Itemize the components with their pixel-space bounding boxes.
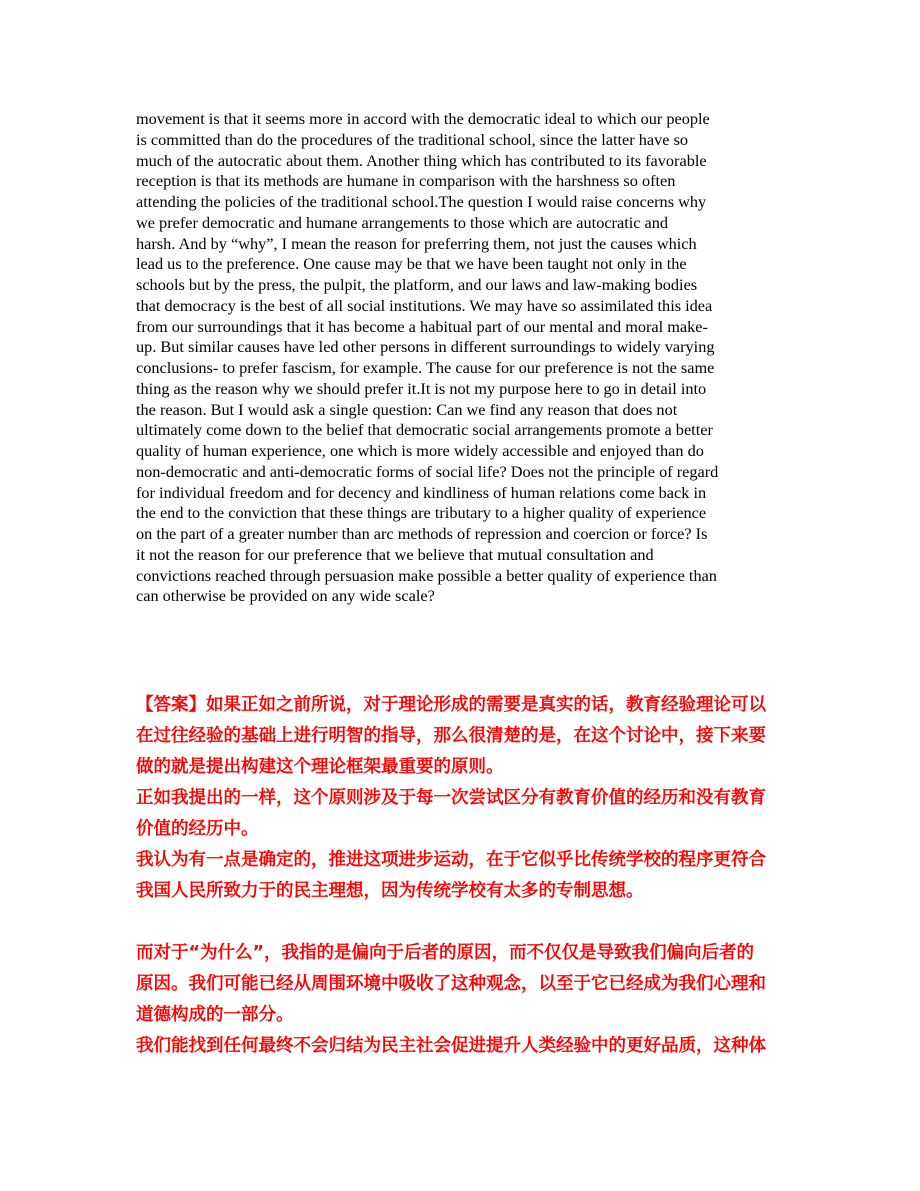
answer-line-2: 在过往经验的基础上进行明智的指导，那么很清楚的是，在这个讨论中，接下来要 [136, 726, 766, 746]
english-line-8: lead us to the preference. One cause may be that we have been taught not only in the [136, 254, 687, 274]
answer-line-4: 正如我提出的一样，这个原则涉及于每一次尝试区分有教育价值的经历和没有教育 [136, 788, 766, 808]
english-line-7: harsh. And by “why”, I mean the reason for preferring them, not just the causes which [136, 233, 697, 253]
english-line-15: the reason. But I would ask a single question: Can we find any reason that does not [136, 399, 678, 419]
answer-line-5: 价值的经历中。 [136, 819, 259, 839]
english-line-17: quality of human experience, one which is more widely accessible and enjoyed than do [136, 441, 704, 460]
english-line-1: movement is that it seems more in accord with the democratic ideal to which our people [136, 109, 710, 128]
english-line-24: can otherwise be provided on any wide scale? [136, 586, 435, 606]
english-line-10: that democracy is the best of all social institutions. We may have so assimilated this idea [136, 295, 713, 315]
answer-line-11: 道德构成的一部分。 [136, 1005, 294, 1025]
english-line-21: on the part of a greater number than arc methods of repression and coercion or force? Is [136, 524, 708, 543]
english-line-14: thing as the reason why we should prefer it.It is not my purpose here to go in detail into [136, 378, 707, 398]
english-passage [136, 109, 796, 607]
answer-line-1: 【答案】如果正如之前所说，对于理论形成的需要是真实的话，教育经验理论可以 [136, 695, 766, 715]
english-line-13: conclusions- to prefer fascism, for example. The cause for our preference is not the same [136, 358, 715, 377]
answer-line-12: 我们能找到任何最终不会归结为民主社会促进提升人类经验中的更好品质，这种体 [136, 1036, 766, 1056]
answer-line-6: 我认为有一点是确定的，推进这项进步运动，在于它似乎比传统学校的程序更符合 [136, 850, 766, 870]
english-line-19: for individual freedom and for decency and kindliness of human relations come back in [136, 482, 707, 502]
answer-line-10: 原因。我们可能已经从周围环境中吸收了这种观念，以至于它已经成为我们心理和 [136, 974, 766, 994]
english-line-3: much of the autocratic about them. Another thing which has contributed to its favorable [136, 150, 707, 170]
english-line-4: reception is that its methods are humane in comparison with the harshness so often [136, 171, 676, 191]
english-line-16: ultimately come down to the belief that democratic social arrangements promote a better [136, 420, 713, 440]
english-line-9: schools but by the press, the pulpit, the platform, and our laws and law-making bodies [136, 275, 698, 294]
english-line-22: it not the reason for our preference that we believe that mutual consultation and [136, 544, 654, 564]
english-line-20: the end to the conviction that these things are tributary to a higher quality of experience [136, 503, 707, 523]
answer-line-3: 做的就是提出构建这个理论框架最重要的原则。 [136, 757, 504, 777]
answer-section [136, 690, 796, 1062]
paragraph-gap [136, 907, 796, 938]
answer-line-7: 我国人民所致力于的民主理想，因为传统学校有太多的专制思想。 [136, 881, 644, 901]
english-line-6: we prefer democratic and humane arrangements to those which are autocratic and [136, 212, 669, 232]
english-line-11: from our surroundings that it has become a habitual part of our mental and moral make- [136, 316, 708, 336]
answer-line-9: 而对于“为什么”，我指的是偏向于后者的原因，而不仅仅是导致我们偏向后者的 [136, 943, 755, 963]
english-line-2: is committed than do the procedures of the traditional school, since the latter have so [136, 129, 689, 149]
english-line-5: attending the policies of the traditional school.The question I would raise concerns why [136, 192, 707, 211]
english-line-23: convictions reached through persuasion make possible a better quality of experience than [136, 565, 717, 585]
english-line-18: non-democratic and anti-democratic forms of social life? Does not the principle of regard [136, 461, 719, 481]
english-line-12: up. But similar causes have led other persons in different surroundings to widely varying [136, 337, 715, 357]
